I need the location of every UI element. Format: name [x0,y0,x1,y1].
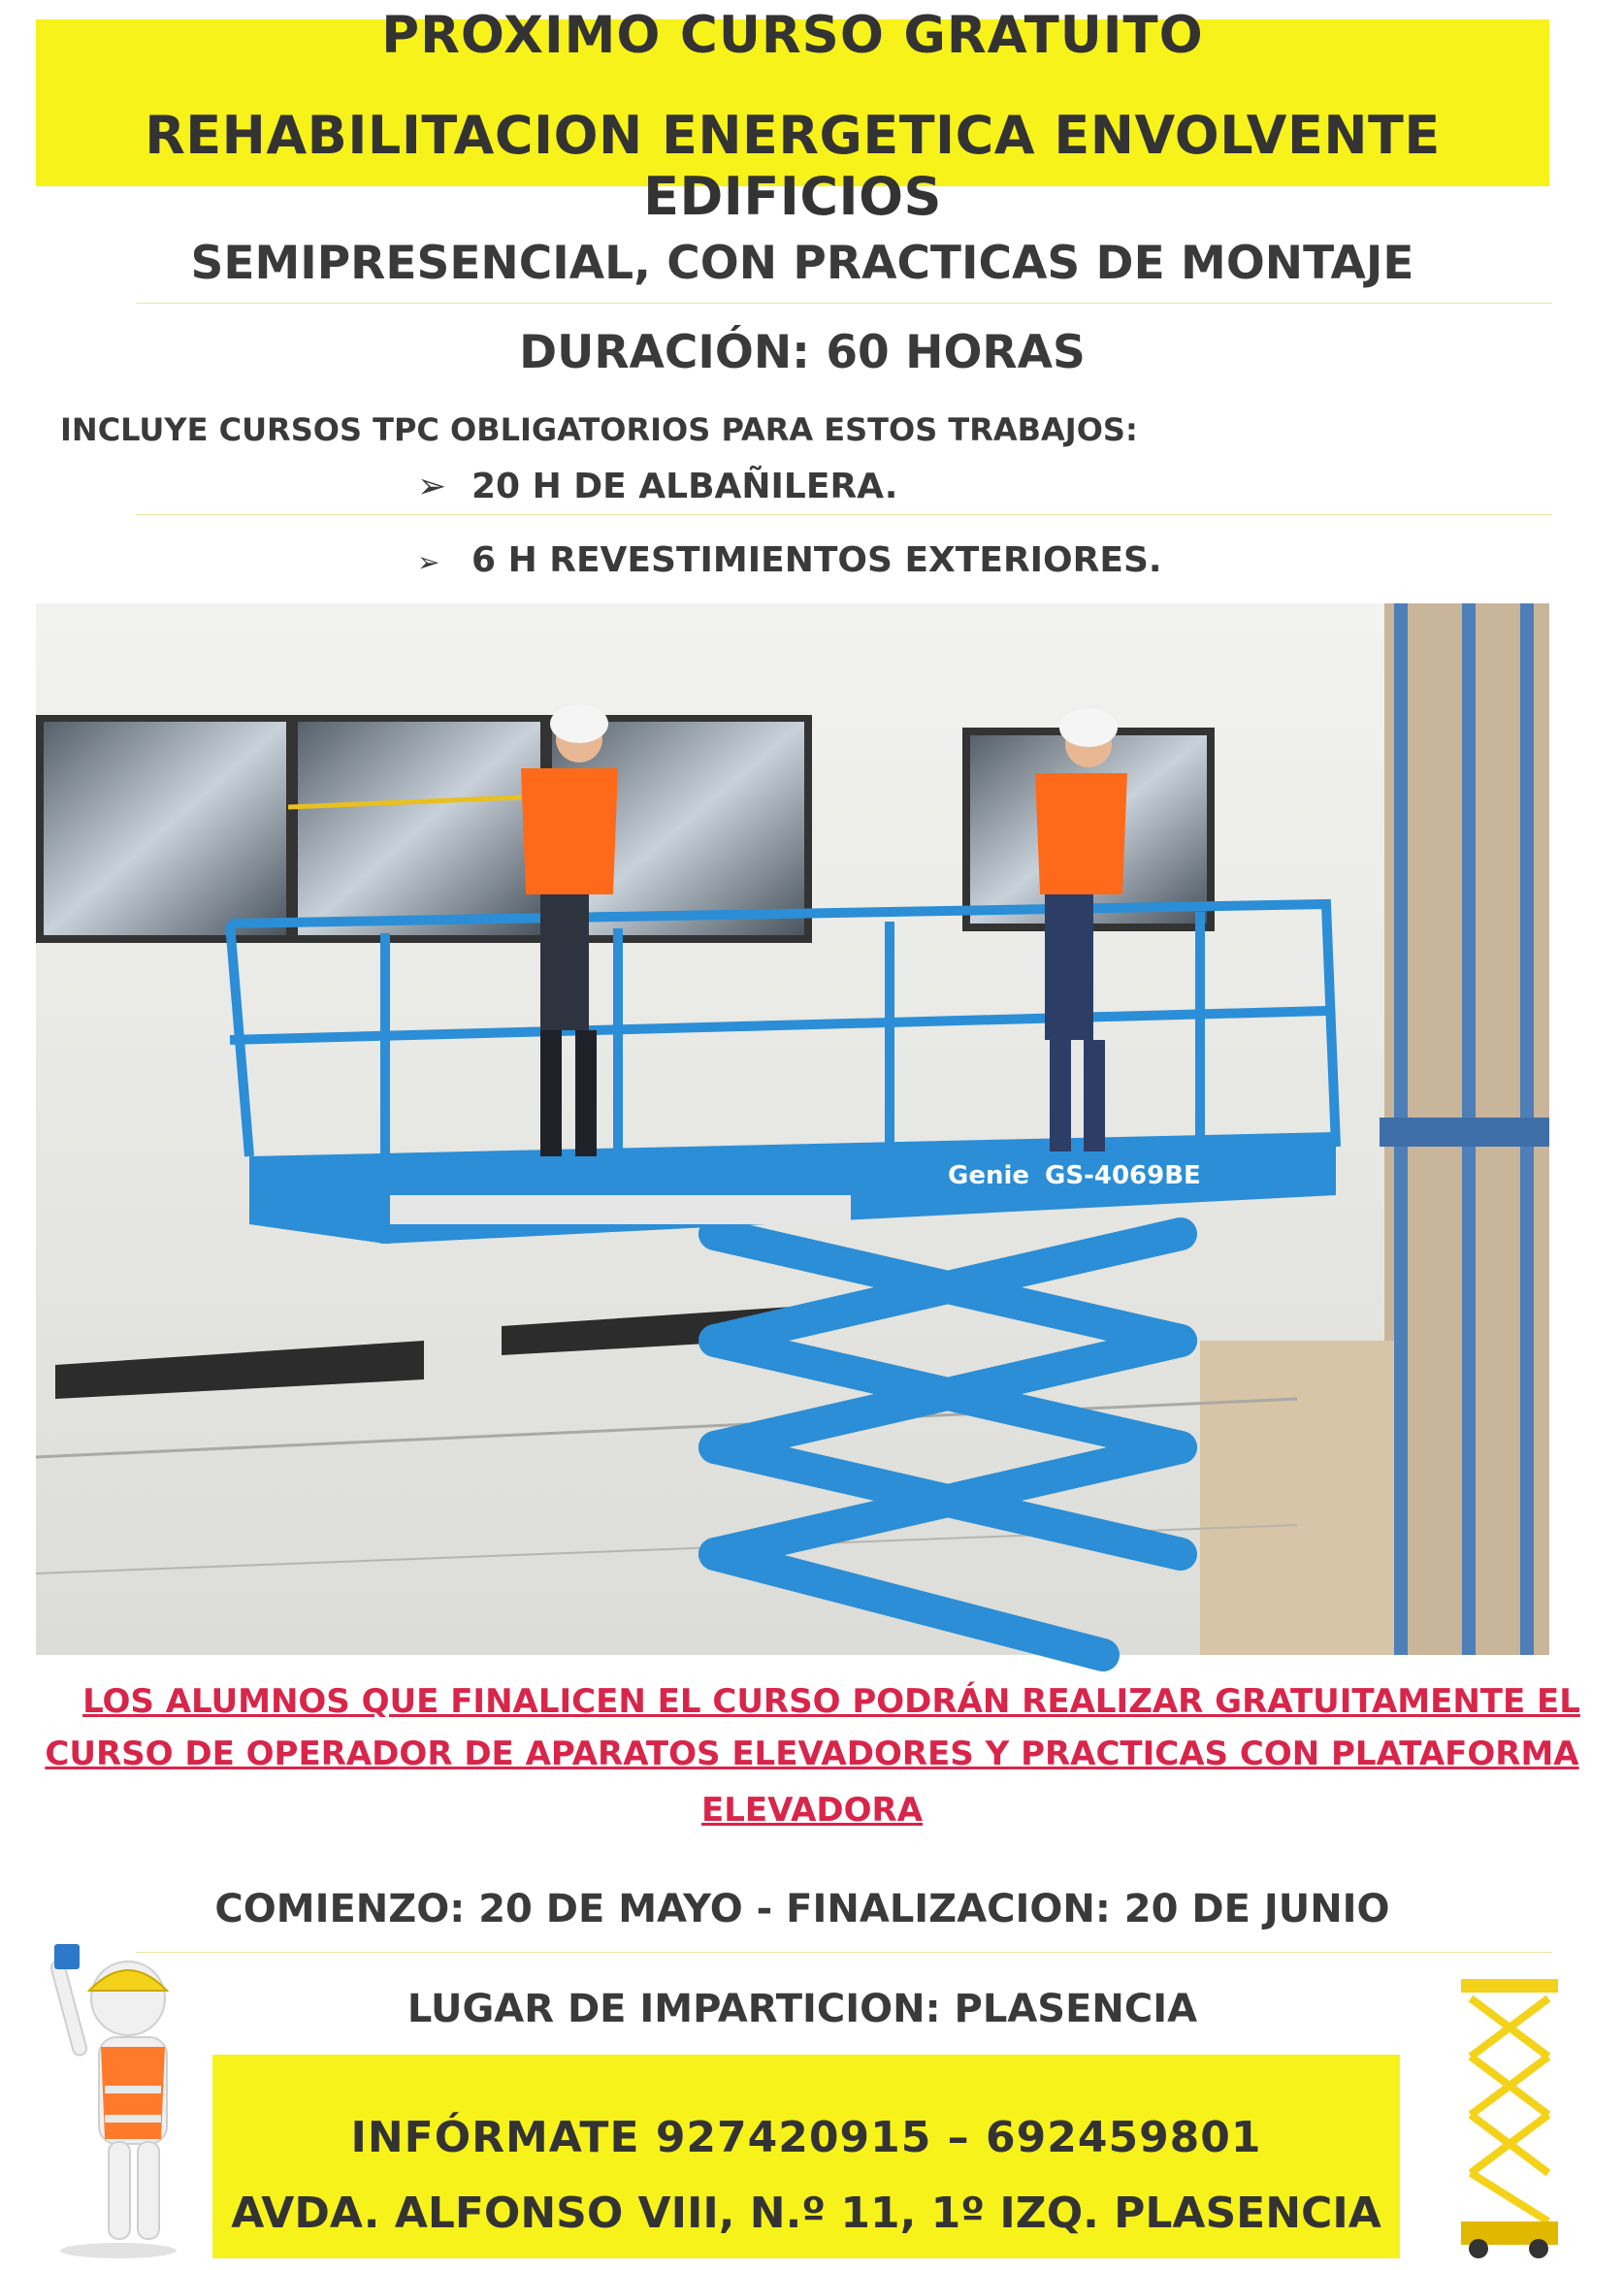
course-modality: SEMIPRESENCIAL, CON PRACTICAS DE MONTAJE [190,237,1414,290]
header-banner [36,6,1549,227]
construction-worker-figure [41,1930,196,2260]
lift-brand-label: Genie [948,1161,1030,1190]
header-line-2: REHABILITACION ENERGETICA ENVOLVENTE EDIFICIOS [145,105,1441,227]
scissor-lift-illustration [1442,1950,1558,2260]
scissor-lift-photo [36,603,1549,1655]
course-duration: DURACIÓN: 60 HORAS [519,326,1086,379]
course-dates: COMIENZO: 20 DE MAYO - FINALIZACION: 20 DE JUNIO [214,1887,1390,1931]
contact-address: AVDA. ALFONSO VIII, N.º 11, 1º IZQ. PLASENCIA [231,2189,1381,2238]
include-item: ➢ 6 H REVESTIMIENTOS EXTERIORES. [417,540,1162,580]
header-line-1: PROXIMO CURSO GRATUITO [381,6,1204,65]
arrow-bullet-icon: ➢ [417,467,447,506]
includes-intro: INCLUYE CURSOS TPC OBLIGATORIOS PARA ESTOS TRABAJOS: [60,411,1138,448]
notice-line-3: ELEVADORA [700,1791,924,1830]
arrow-bullet-icon: ➢ [417,546,440,578]
contact-phones: INFÓRMATE 927420915 – 692459801 [350,2113,1262,2162]
include-item: ➢ 20 H DE ALBAÑILERA. [417,467,898,506]
contact-banner [212,2055,1400,2258]
course-location: LUGAR DE IMPARTICION: PLASENCIA [406,1987,1198,2031]
notice-line-2: CURSO DE OPERADOR DE APARATOS ELEVADORES Y PRACTICAS CON PLATAFORMA [45,1735,1579,1773]
lift-model-label: GS-4069BE [1045,1161,1201,1190]
notice-line-1: LOS ALUMNOS QUE FINALICEN EL CURSO PODRÁN REALIZAR GRATUITAMENTE EL [82,1682,1580,1721]
